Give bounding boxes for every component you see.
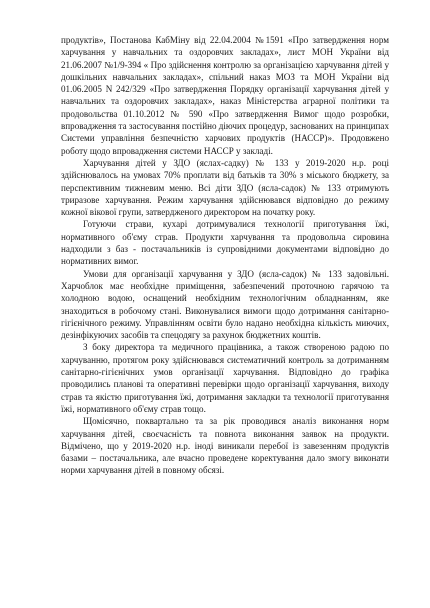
paragraph-4: Умови для організації харчування у ЗДО (ясла-садок) № 133 задовільні. Харчоблок має необхідне приміщення, забезпечений проточною гарячою та холодною водою, оснащений необхідним технологічним обладнанням, яке знаходиться в робочому стані. Виконувалися вимоги щодо дотримання санітарно-гігієнічного режиму. Управлінням освіти було надано необхідна кількість миючих, дезінфікуючих засобів та спецодягу за рахунок бюджетних коштів. xyxy=(61,268,389,341)
paragraph-2: Харчування дітей у ЗДО (яслах-садку) № 133 у 2019-2020 н.р. році здійснювалось на умовах 70% проплати від батьків та 30% з міського бюджету, за перспективним тижневим меню. Всі діти ЗДО (ясла-садок) № 133 отримують триразове харчування. Режим харчування здійснювався відповідно до режиму кожної вікової групи, затвердженого директором на початку року. xyxy=(61,157,389,218)
paragraph-5: З боку директора та медичного працівника, а також створеною радою по харчуванню, протягом року здійснювався систематичний контроль за дотриманням санітарно-гігієнічних умов організації харчування. Відповідно до графіка проводились планові та оперативні перевірки щодо організації харчування, виходу страв та якістю приготування їжі, дотримання закладки та технології приготування їжі, нормативного об'єму страв тощо. xyxy=(61,342,389,414)
paragraph-6: Щомісячно, поквартально та за рік проводився аналіз виконання норм харчування дітей, своєчасність та повнота виконання заявок на продукти. Відмічено, що у 2019-2020 н.р. іноді виникали перебої із завезенням продуктів базами – постачальника, але вчасно проведене коректування дало змогу виконати норми харчування дітей в повному обсязі. xyxy=(61,416,389,476)
paragraph-3: Готуючи страви, кухарі дотримувалися технології приготування їжі, нормативного об'єму страв. Продукти харчування та продовольча сировина надходили з баз - постачальників із супровідними документами відповідно до нормативних вимог. xyxy=(61,219,389,267)
paragraph-1: продуктів», Постанова КабМіну від 22.04.2004 №1591 «Про затвердження норм харчування у навчальних та оздоровчих закладах», лист МОН України від 21.06.2007 №1/9-394 « Про здійснення контролю за організацією харчування дітей у дошкільних навчальних закладах», спільний наказ МОЗ та МОН України від 01.06.2005 N 242/329 «Про затвердження Порядку організації харчування дітей у навчальних та оздоровчих закладах», наказ Міністерства аграрної політики та продовольства 01.10.2012 № 590 «Про затвердження Вимог щодо розробки, впровадження та застосування постійно діючих процедур, заснованих на принципах Системи управління безпечністю харчових продуктів (НАССР)». Продовжено роботу щодо впровадження системи НАССР у закладі. xyxy=(61,35,389,156)
